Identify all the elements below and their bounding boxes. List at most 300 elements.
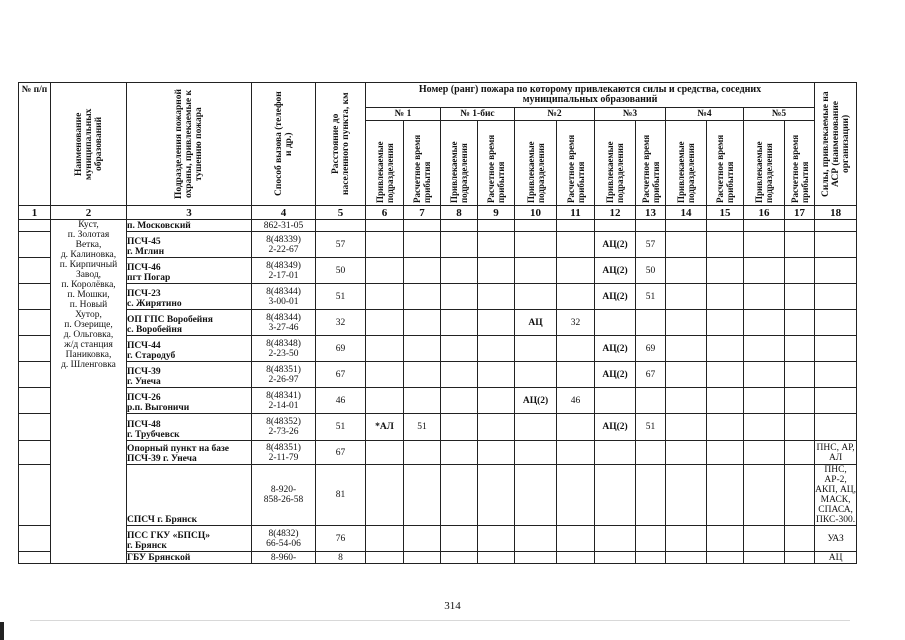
call-number: 2-14-01 <box>268 400 299 411</box>
call-cell <box>252 526 316 552</box>
rank-2-time-cell: 46 <box>557 388 595 414</box>
rank-1-units-cell <box>366 258 404 284</box>
rank-4-time-cell <box>707 414 744 441</box>
header-units: Подразделения пожарной охраны, привлекаемые к тушению пожара <box>127 83 252 206</box>
col-number: 6 <box>366 206 404 220</box>
acr-cell: ПНС, АР, АЛ <box>816 442 855 463</box>
rank-1bis-units-cell <box>441 414 478 441</box>
call-number: 2-11-79 <box>268 452 299 463</box>
rank-5-time-cell <box>785 336 815 362</box>
header-rank-2: №2 <box>515 108 595 121</box>
table-row <box>19 441 857 465</box>
call-number: 2-23-50 <box>268 348 299 359</box>
rank-2-time-cell <box>557 284 595 310</box>
rank-5-time-cell <box>785 232 815 258</box>
call-code: 8(48344) <box>266 286 301 297</box>
table-row <box>19 220 857 232</box>
rank-2-time-cell <box>557 552 595 564</box>
row-num-cell <box>19 465 51 526</box>
table-row <box>19 258 857 284</box>
municipality-line: Ветка, <box>75 240 102 250</box>
table-row <box>19 552 857 564</box>
distance-cell: 76 <box>316 526 366 552</box>
row-num-cell <box>19 336 51 362</box>
scan-artifact-line <box>30 620 850 621</box>
distance-cell: 51 <box>316 284 366 310</box>
acr-cell <box>815 310 857 336</box>
rank-5-units-cell <box>744 552 785 564</box>
rank-3-units-cell <box>595 388 636 414</box>
acr-cell <box>815 220 857 232</box>
rank-3-time-cell: 50 <box>636 258 666 284</box>
municipality-line: д. Калиновка, <box>60 250 117 260</box>
col-number: 17 <box>785 206 815 220</box>
call-cell <box>252 336 316 362</box>
col-number: 12 <box>595 206 636 220</box>
acr-cell <box>815 336 857 362</box>
rank-3-time-cell: 67 <box>636 362 666 388</box>
row-num-cell <box>19 310 51 336</box>
rank-3-time-cell: 51 <box>636 284 666 310</box>
rank-3-units-cell: АЦ(2) <box>595 414 636 441</box>
rank-2-time-cell <box>557 336 595 362</box>
rank-1bis-time-cell <box>478 441 515 465</box>
rank-3-units-cell: АЦ(2) <box>595 362 636 388</box>
rank-2-units-cell <box>515 362 557 388</box>
rank-1-units-cell <box>366 232 404 258</box>
unit-location: пгт Погар <box>127 273 171 283</box>
rank-1bis-units-cell <box>441 552 478 564</box>
rank-3-time-cell <box>636 465 666 526</box>
rank-1bis-time-cell <box>478 310 515 336</box>
col-number: 4 <box>252 206 316 220</box>
rank-1-time-cell <box>404 284 441 310</box>
rank-4-time-cell <box>707 336 744 362</box>
rank-1bis-units-cell <box>441 526 478 552</box>
rank-1bis-time-cell <box>478 552 515 564</box>
rank-4-units-cell <box>666 336 707 362</box>
call-number: 66-54-06 <box>266 538 301 549</box>
municipality-line: п. Озерище, <box>64 320 113 330</box>
rank-1bis-time-cell <box>478 388 515 414</box>
call-code: 8(48348) <box>266 338 301 349</box>
rank-1bis-units-cell <box>441 362 478 388</box>
distance-cell: 57 <box>316 232 366 258</box>
unit-name: ПСЧ-46 <box>127 263 161 273</box>
col-number: 18 <box>815 206 857 220</box>
municipality-line: д. Шленговка <box>61 360 116 370</box>
rank-3-units-cell <box>595 552 636 564</box>
rank-4-time-cell <box>707 526 744 552</box>
unit-cell <box>127 258 252 284</box>
rank-5-time-cell <box>785 526 815 552</box>
col-number: 13 <box>636 206 666 220</box>
acr-cell <box>815 284 857 310</box>
call-cell <box>252 220 316 232</box>
rank-4-units-cell <box>666 362 707 388</box>
unit-name: п. Московский <box>127 221 191 231</box>
header-rank-5: №5 <box>744 108 815 121</box>
table-row <box>19 414 857 441</box>
header-num: № п/п <box>19 83 51 206</box>
rank-3-time-cell: 51 <box>636 414 666 441</box>
row-num-cell <box>19 284 51 310</box>
rank-1bis-units-cell <box>441 336 478 362</box>
call-code: 8(48351) <box>266 442 301 453</box>
header-rank-1: № 1 <box>366 108 441 121</box>
scan-artifact-mark <box>0 622 4 640</box>
rank-1-time-cell <box>404 441 441 465</box>
rank-2-time-cell <box>557 526 595 552</box>
unit-cell <box>127 441 252 465</box>
rank-3-units-cell <box>595 465 636 526</box>
unit-cell <box>127 388 252 414</box>
unit-name: ПСЧ-44 <box>127 341 161 351</box>
distance-cell: 32 <box>316 310 366 336</box>
rank-5-time-cell <box>785 310 815 336</box>
rank-5-time-cell <box>785 362 815 388</box>
row-num-cell <box>19 220 51 232</box>
rank-2-time-cell <box>557 414 595 441</box>
rank-1-units-cell <box>366 388 404 414</box>
acr-cell: ПНС, АР-2, АКП, АЦ, МАСК, СПАСА, ПКС-300. <box>815 465 857 525</box>
header-sub-units: Привлекаемые подразделения <box>441 121 478 206</box>
rank-4-units-cell <box>666 414 707 441</box>
municipality-line: Хутор, <box>75 310 102 320</box>
call-code: 8(48352) <box>266 417 301 427</box>
rank-4-units-cell <box>666 258 707 284</box>
table-body <box>19 220 857 564</box>
call-cell <box>252 362 316 388</box>
call-number: 2-26-97 <box>268 374 299 385</box>
rank-1bis-time-cell <box>478 465 515 526</box>
unit-name: ПСЧ-26 <box>127 393 161 403</box>
rank-4-time-cell <box>707 284 744 310</box>
unit-location: г. Стародуб <box>127 351 176 361</box>
acr-cell <box>815 258 857 284</box>
call-code: 8-960- <box>270 552 297 563</box>
rank-2-time-cell <box>557 441 595 465</box>
rank-4-time-cell <box>707 220 744 232</box>
rank-3-units-cell: АЦ(2) <box>595 232 636 258</box>
col-number: 11 <box>557 206 595 220</box>
row-num-cell <box>19 441 51 465</box>
call-code: 8(48349) <box>266 260 301 271</box>
rank-4-units-cell <box>666 552 707 564</box>
call-code: 862-31-05 <box>263 220 304 231</box>
rank-3-units-cell: АЦ(2) <box>595 336 636 362</box>
rank-1-time-cell <box>404 552 441 564</box>
rank-2-time-cell <box>557 220 595 232</box>
rank-3-time-cell <box>636 310 666 336</box>
call-cell <box>252 310 316 336</box>
rank-1-units-cell <box>366 310 404 336</box>
rank-4-units-cell <box>666 284 707 310</box>
rank-1-units-cell <box>366 441 404 465</box>
rank-2-units-cell <box>515 441 557 465</box>
call-code: 8(48351) <box>266 364 301 375</box>
rank-5-units-cell <box>744 362 785 388</box>
municipality-line: Куст, <box>78 220 99 230</box>
call-cell <box>252 284 316 310</box>
rank-1bis-time-cell <box>478 362 515 388</box>
municipality-line: Завод, <box>75 270 102 280</box>
acr-cell <box>815 232 857 258</box>
unit-name: Опорный пункт на базе <box>127 444 229 454</box>
rank-1-units-cell <box>366 552 404 564</box>
unit-location: г. Трубчевск <box>127 430 180 440</box>
rank-4-units-cell <box>666 220 707 232</box>
page-number: 314 <box>444 600 461 612</box>
rank-5-time-cell <box>785 441 815 465</box>
rank-4-time-cell <box>707 465 744 526</box>
row-num-cell <box>19 552 51 564</box>
rank-2-units-cell <box>515 465 557 526</box>
rank-5-units-cell <box>744 441 785 465</box>
rank-3-units-cell <box>595 526 636 552</box>
rank-3-units-cell: АЦ(2) <box>595 258 636 284</box>
rank-2-units-cell <box>515 552 557 564</box>
rank-5-units-cell <box>744 388 785 414</box>
header-rank-4: №4 <box>666 108 744 121</box>
rank-1bis-time-cell <box>478 526 515 552</box>
header-call: Способ вызова (телефон и др.) <box>252 83 316 206</box>
municipality-line: п. Кирпичный <box>59 260 118 270</box>
rank-1-time-cell <box>404 465 441 526</box>
table-row <box>19 310 857 336</box>
rank-1-time-cell <box>404 310 441 336</box>
unit-location: г. Унеча <box>127 377 161 387</box>
rank-4-time-cell <box>707 388 744 414</box>
rank-3-time-cell <box>636 220 666 232</box>
rank-4-time-cell <box>707 232 744 258</box>
rank-1-time-cell <box>404 220 441 232</box>
rank-5-units-cell <box>744 220 785 232</box>
municipality-line: п. Королёвка, <box>61 280 116 290</box>
rank-4-time-cell <box>707 258 744 284</box>
call-cell <box>252 441 316 465</box>
call-cell <box>252 258 316 284</box>
unit-cell <box>127 232 252 258</box>
rank-2-units-cell <box>515 232 557 258</box>
rank-3-time-cell <box>636 526 666 552</box>
rank-5-units-cell <box>744 284 785 310</box>
header-sub-time: Расчетное время прибытия <box>404 121 441 206</box>
header-sub-time: Расчетное время прибытия <box>636 121 666 206</box>
rank-4-units-cell <box>666 232 707 258</box>
col-number: 1 <box>19 206 51 220</box>
rank-5-units-cell <box>744 232 785 258</box>
rank-5-units-cell <box>744 414 785 441</box>
rank-5-time-cell <box>785 465 815 526</box>
distance-cell: 46 <box>316 388 366 414</box>
unit-cell <box>127 220 252 232</box>
col-number: 5 <box>316 206 366 220</box>
rank-1bis-units-cell <box>441 220 478 232</box>
header-distance: Расстояние до населенного пункта, км <box>316 83 366 206</box>
call-cell <box>252 552 316 564</box>
rank-4-time-cell <box>707 552 744 564</box>
call-number: 2-73-26 <box>268 427 299 437</box>
header-sub-time: Расчетное время прибытия <box>785 121 815 206</box>
call-code: 8(48341) <box>266 390 301 401</box>
municipality-line: п. Мошки, <box>67 290 110 300</box>
call-cell <box>252 232 316 258</box>
rank-1-time-cell <box>404 258 441 284</box>
unit-name: ПСЧ-39 <box>127 367 161 377</box>
rank-4-units-cell <box>666 465 707 526</box>
col-number: 7 <box>404 206 441 220</box>
header-municipality: Наименование муниципальных образований <box>51 83 127 206</box>
rank-3-time-cell: 69 <box>636 336 666 362</box>
rank-1bis-time-cell <box>478 258 515 284</box>
distance-cell: 69 <box>316 336 366 362</box>
rank-1-time-cell <box>404 362 441 388</box>
col-number: 15 <box>707 206 744 220</box>
rank-2-units-cell <box>515 220 557 232</box>
unit-location: с. Жирятино <box>127 299 182 309</box>
rank-2-time-cell: 32 <box>557 310 595 336</box>
rank-1-time-cell <box>404 526 441 552</box>
rank-1bis-units-cell <box>441 310 478 336</box>
rank-3-time-cell <box>636 441 666 465</box>
rank-5-time-cell <box>785 552 815 564</box>
col-number: 10 <box>515 206 557 220</box>
rank-1-time-cell <box>404 232 441 258</box>
header-sub-units: Привлекаемые подразделения <box>666 121 707 206</box>
acr-cell <box>815 362 857 388</box>
municipality-line: Паниковка, <box>65 350 112 360</box>
unit-cell <box>127 336 252 362</box>
rank-1-units-cell <box>366 465 404 526</box>
table-row <box>19 465 857 526</box>
call-number: 3-00-01 <box>268 296 299 307</box>
table-row <box>19 526 857 552</box>
call-cell <box>252 388 316 414</box>
rank-2-units-cell <box>515 336 557 362</box>
header-sub-units: Привлекаемые подразделения <box>366 121 404 206</box>
col-number: 9 <box>478 206 515 220</box>
rank-2-units-cell: АЦ(2) <box>515 388 557 414</box>
header-sub-units: Привлекаемые подразделения <box>595 121 636 206</box>
rank-5-units-cell <box>744 526 785 552</box>
rank-5-time-cell <box>785 414 815 441</box>
rank-2-time-cell <box>557 258 595 284</box>
rank-4-units-cell <box>666 441 707 465</box>
table-row <box>19 388 857 414</box>
rank-5-units-cell <box>744 310 785 336</box>
table-row <box>19 232 857 258</box>
distance-cell: 8 <box>316 552 366 564</box>
rank-1-time-cell: 51 <box>404 414 441 441</box>
rank-5-time-cell <box>785 284 815 310</box>
header-rank-title: Номер (ранг) пожара по которому привлекаются силы и средства, соседних муниципальных образований <box>366 83 815 108</box>
fire-forces-table <box>18 82 857 564</box>
call-code: 8-920- <box>270 485 297 495</box>
rank-1-units-cell <box>366 220 404 232</box>
call-code: 8(4832) <box>268 528 299 539</box>
header-sub-time: Расчетное время прибытия <box>557 121 595 206</box>
rank-1bis-units-cell <box>441 232 478 258</box>
unit-name: ПСС ГКУ «БПСЦ» <box>127 531 210 541</box>
call-number: 858-26-58 <box>263 495 304 505</box>
unit-name: ПСЧ-23 <box>127 289 161 299</box>
header-sub-units: Привлекаемые подразделения <box>515 121 557 206</box>
rank-1-units-cell: *АЛ <box>366 414 404 441</box>
rank-1bis-time-cell <box>478 414 515 441</box>
rank-1-units-cell <box>366 526 404 552</box>
rank-1bis-units-cell <box>441 388 478 414</box>
rank-2-units-cell <box>515 526 557 552</box>
rank-4-units-cell <box>666 526 707 552</box>
table-row <box>19 336 857 362</box>
rank-5-units-cell <box>744 465 785 526</box>
rank-1-units-cell <box>366 362 404 388</box>
municipality-line: ж/д станция <box>64 340 113 350</box>
rank-4-time-cell <box>707 310 744 336</box>
unit-cell <box>127 414 252 441</box>
rank-1bis-units-cell <box>441 465 478 526</box>
rank-4-time-cell <box>707 362 744 388</box>
col-number: 16 <box>744 206 785 220</box>
rank-2-time-cell <box>557 465 595 526</box>
rank-5-time-cell <box>785 258 815 284</box>
distance-cell <box>316 220 366 232</box>
rank-4-units-cell <box>666 310 707 336</box>
unit-location: г. Брянск <box>127 541 167 551</box>
column-numbers-row <box>19 206 857 220</box>
acr-cell <box>815 388 857 414</box>
rank-1-time-cell <box>404 336 441 362</box>
unit-name: ГБУ Брянской <box>127 553 191 563</box>
rank-1bis-time-cell <box>478 220 515 232</box>
municipality-line: п. Золотая <box>67 230 110 240</box>
unit-location: г. Мглин <box>127 247 165 257</box>
call-number: 3-27-46 <box>268 322 299 333</box>
rank-1bis-time-cell <box>478 284 515 310</box>
acr-cell: АЦ <box>815 552 857 564</box>
municipality-line: п. Новый <box>69 300 108 310</box>
rank-3-units-cell: АЦ(2) <box>595 284 636 310</box>
acr-cell: УАЗ <box>815 526 857 552</box>
rank-3-time-cell <box>636 552 666 564</box>
rank-1bis-units-cell <box>441 284 478 310</box>
row-num-cell <box>19 232 51 258</box>
header-acr: Силы, привлекаемые на АСР (наименование организации) <box>815 83 857 206</box>
rank-3-time-cell <box>636 388 666 414</box>
unit-cell <box>127 552 252 564</box>
rank-2-units-cell <box>515 414 557 441</box>
rank-2-time-cell <box>557 362 595 388</box>
col-number: 8 <box>441 206 478 220</box>
municipality-cell <box>51 220 127 564</box>
distance-cell: 81 <box>316 465 366 526</box>
unit-cell <box>127 284 252 310</box>
header-sub-units: Привлекаемые подразделения <box>744 121 785 206</box>
row-num-cell <box>19 414 51 441</box>
header-sub-time: Расчетное время прибытия <box>478 121 515 206</box>
rank-1bis-time-cell <box>478 232 515 258</box>
rank-1bis-units-cell <box>441 441 478 465</box>
distance-cell: 50 <box>316 258 366 284</box>
header-rank-1bis: № 1-бис <box>441 108 515 121</box>
rank-2-units-cell: АЦ <box>515 310 557 336</box>
call-code: 8(48344) <box>266 312 301 323</box>
rank-5-time-cell <box>785 388 815 414</box>
call-number: 2-17-01 <box>268 270 299 281</box>
rank-2-units-cell <box>515 284 557 310</box>
rank-2-units-cell <box>515 258 557 284</box>
